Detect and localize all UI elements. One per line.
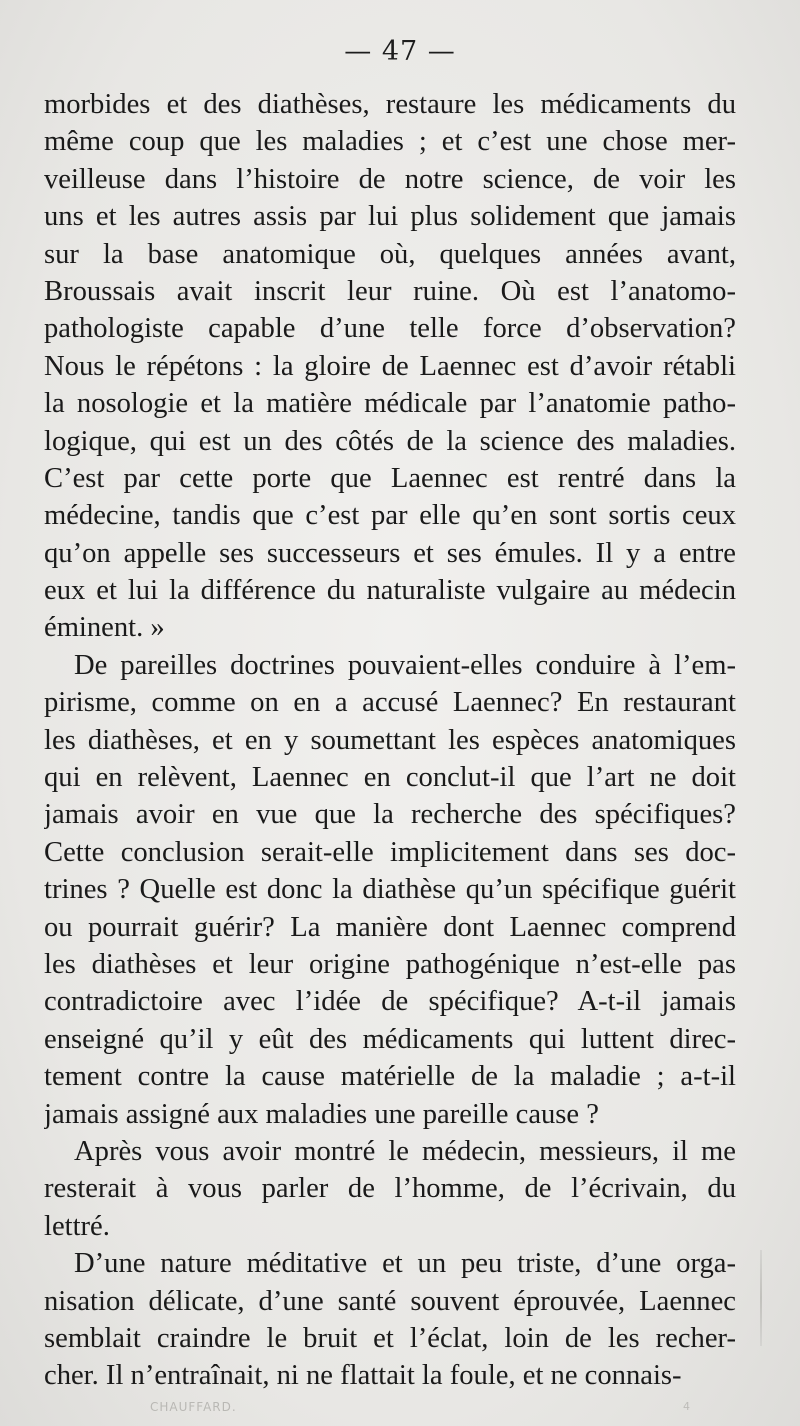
text-line: pathologiste capable d’une telle force d’observation? bbox=[44, 313, 736, 345]
paragraph-3 bbox=[44, 1133, 736, 1245]
text-line: nisation délicate, d’une santé souvent éprouvée, Laennec bbox=[44, 1285, 736, 1317]
text-line: Après vous avoir montré le médecin, messieurs, il me bbox=[74, 1135, 736, 1167]
text-line: semblait craindre le bruit et l’éclat, loin de les recher- bbox=[44, 1322, 736, 1354]
page-edge-mark bbox=[760, 1250, 762, 1346]
text-line: les diathèses, et en y soumettant les espèces anatomiques bbox=[44, 724, 736, 756]
page-number: — 47 — bbox=[344, 36, 456, 67]
text-line: Broussais avait inscrit leur ruine. Où est l’anatomo- bbox=[44, 275, 736, 307]
text-line: Nous le répétons : la gloire de Laennec est d’avoir rétabli bbox=[44, 350, 736, 382]
text-line: contradictoire avec l’idée de spécifique? A-t-il jamais bbox=[44, 986, 736, 1018]
footer-sheet-mark: 4 bbox=[683, 1400, 690, 1413]
text-line: pirisme, comme on en a accusé Laennec? En restaurant bbox=[44, 687, 736, 719]
text-line: ou pourrait guérir? La manière dont Laennec comprend bbox=[44, 911, 736, 943]
text-line: les diathèses et leur origine pathogénique n’est-elle pas bbox=[44, 948, 736, 980]
text-line: tement contre la cause matérielle de la maladie ; a-t-il bbox=[44, 1061, 736, 1093]
text-line: cher. Il n’entraînait, ni ne flattait la foule, et ne connais- bbox=[44, 1360, 682, 1392]
footer-signature: CHAUFFARD. bbox=[150, 1400, 237, 1414]
paragraph-4 bbox=[44, 1245, 736, 1395]
text-line: qu’on appelle ses successeurs et ses émules. Il y a entre bbox=[44, 537, 736, 569]
text-line: D’une nature méditative et un peu triste, d’une orga- bbox=[74, 1248, 736, 1280]
text-line: resterait à vous parler de l’homme, de l’écrivain, du bbox=[44, 1173, 736, 1205]
text-line: uns et les autres assis par lui plus solidement que jamais bbox=[44, 201, 736, 233]
text-line: jamais avoir en vue que la recherche des spécifiques? bbox=[44, 799, 736, 831]
text-line: Cette conclusion serait-elle implicitement dans ses doc- bbox=[44, 836, 736, 868]
paragraph-1 bbox=[44, 86, 736, 647]
text-line: la nosologie et la matière médicale par l’anatomie patho- bbox=[44, 388, 736, 420]
paragraph-2 bbox=[44, 647, 736, 1133]
text-line: même coup que les maladies ; et c’est une chose mer- bbox=[44, 126, 736, 158]
text-line: lettré. bbox=[44, 1210, 110, 1242]
text-line: médecine, tandis que c’est par elle qu’en sont sortis ceux bbox=[44, 500, 736, 532]
text-line: jamais assigné aux maladies une pareille cause ? bbox=[44, 1098, 599, 1130]
text-line: trines ? Quelle est donc la diathèse qu’un spécifique guérit bbox=[44, 874, 736, 906]
text-line: veilleuse dans l’histoire de notre science, de voir les bbox=[44, 163, 736, 195]
text-line: éminent. » bbox=[44, 612, 165, 644]
text-line: sur la base anatomique où, quelques années avant, bbox=[44, 238, 736, 270]
text-line: C’est par cette porte que Laennec est rentré dans la bbox=[44, 462, 736, 494]
text-line: De pareilles doctrines pouvaient-elles conduire à l’em- bbox=[74, 649, 736, 681]
text-line: eux et lui la différence du naturaliste vulgaire au médecin bbox=[44, 575, 736, 607]
text-line: logique, qui est un des côtés de la science des maladies. bbox=[44, 425, 736, 457]
text-line: morbides et des diathèses, restaure les médicaments du bbox=[44, 89, 736, 120]
text-line: qui en relèvent, Laennec en conclut-il que l’art ne doit bbox=[44, 762, 736, 794]
page-body bbox=[44, 86, 736, 1395]
text-line: enseigné qu’il y eût des médicaments qui luttent direc- bbox=[44, 1023, 736, 1055]
